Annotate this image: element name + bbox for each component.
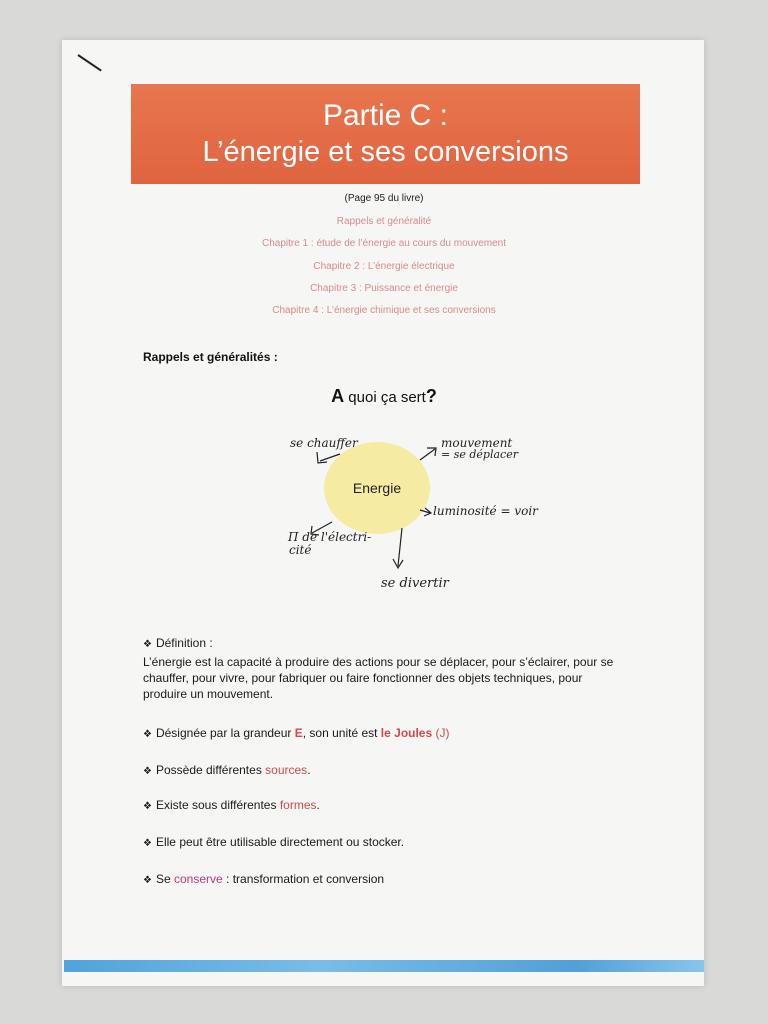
- diagram-title-lead: A: [331, 386, 345, 406]
- diagram-title-text: quoi ça sert: [344, 389, 426, 406]
- arrow-bottom: [398, 528, 402, 566]
- bullet-icon: ❖: [143, 639, 152, 650]
- label-electricity-1: Π de l'électri-: [288, 530, 372, 544]
- definition-heading: ❖ Définition :: [143, 636, 213, 650]
- toc-item: Chapitre 2 : L’énergie électrique: [313, 261, 455, 272]
- toc-item: Chapitre 1 : étude de l’énergie au cours du mouvement: [261, 238, 507, 249]
- highlighter-strip: [64, 960, 704, 972]
- label-movement: mouvement: [441, 436, 513, 450]
- label-light: luminosité = voir: [433, 504, 538, 518]
- bullet-icon: ❖: [143, 838, 152, 849]
- bullet-icon: ❖: [143, 729, 152, 740]
- section-heading: Rappels et généralités :: [143, 350, 278, 364]
- arrowhead-top-left: [317, 452, 327, 463]
- title-line-1: Partie C :: [322, 99, 449, 132]
- diagram-title-question: ?: [425, 386, 437, 406]
- toc-item: Chapitre 3 : Puissance et énergie: [310, 283, 458, 294]
- toc-item: Rappels et généralité: [336, 216, 432, 227]
- quantity-symbol: E: [294, 726, 303, 740]
- title-line-2: L’énergie et ses conversions: [202, 136, 569, 168]
- energy-label: Energie: [352, 480, 402, 496]
- unit-name: le Joules: [380, 726, 433, 740]
- definition-line: produire un mouvement.: [143, 687, 274, 701]
- arrow-top-right: [420, 449, 435, 460]
- unit-symbol: (J): [435, 726, 450, 740]
- bullet-icon: ❖: [143, 875, 152, 886]
- bullet-forms: ❖ Existe sous différentes formes.: [143, 798, 320, 812]
- definition-line: chauffer, pour vivre, pour fabriquer ou faire fonctionner des objets techniques, pour: [143, 671, 583, 685]
- label-move-meaning: = se déplacer: [441, 448, 518, 461]
- definition-line: L’énergie est la capacité à produire des actions pour se déplacer, pour s’éclairer, pour se: [143, 655, 614, 669]
- bullet-icon: ❖: [143, 801, 152, 812]
- label-heating: se chauffer: [290, 436, 358, 450]
- bullet-conservation: ❖ Se conserve : transformation et conversion: [143, 872, 385, 886]
- arrow-top-left: [320, 454, 340, 461]
- page-reference: (Page 95 du livre): [344, 193, 424, 204]
- bullet-storage: ❖ Elle peut être utilisable directement ou stocker.: [143, 835, 405, 849]
- bullet-unit: ❖ Désignée par la grandeur E, son unité est le Joules (J): [143, 726, 450, 740]
- toc-item: Chapitre 4 : L’énergie chimique et ses conversions: [272, 305, 496, 316]
- label-electricity-2: cité: [289, 543, 312, 557]
- bullet-icon: ❖: [143, 766, 152, 777]
- bullet-sources: ❖ Possède différentes sources.: [143, 763, 311, 777]
- label-entertainment: se divertir: [381, 576, 449, 591]
